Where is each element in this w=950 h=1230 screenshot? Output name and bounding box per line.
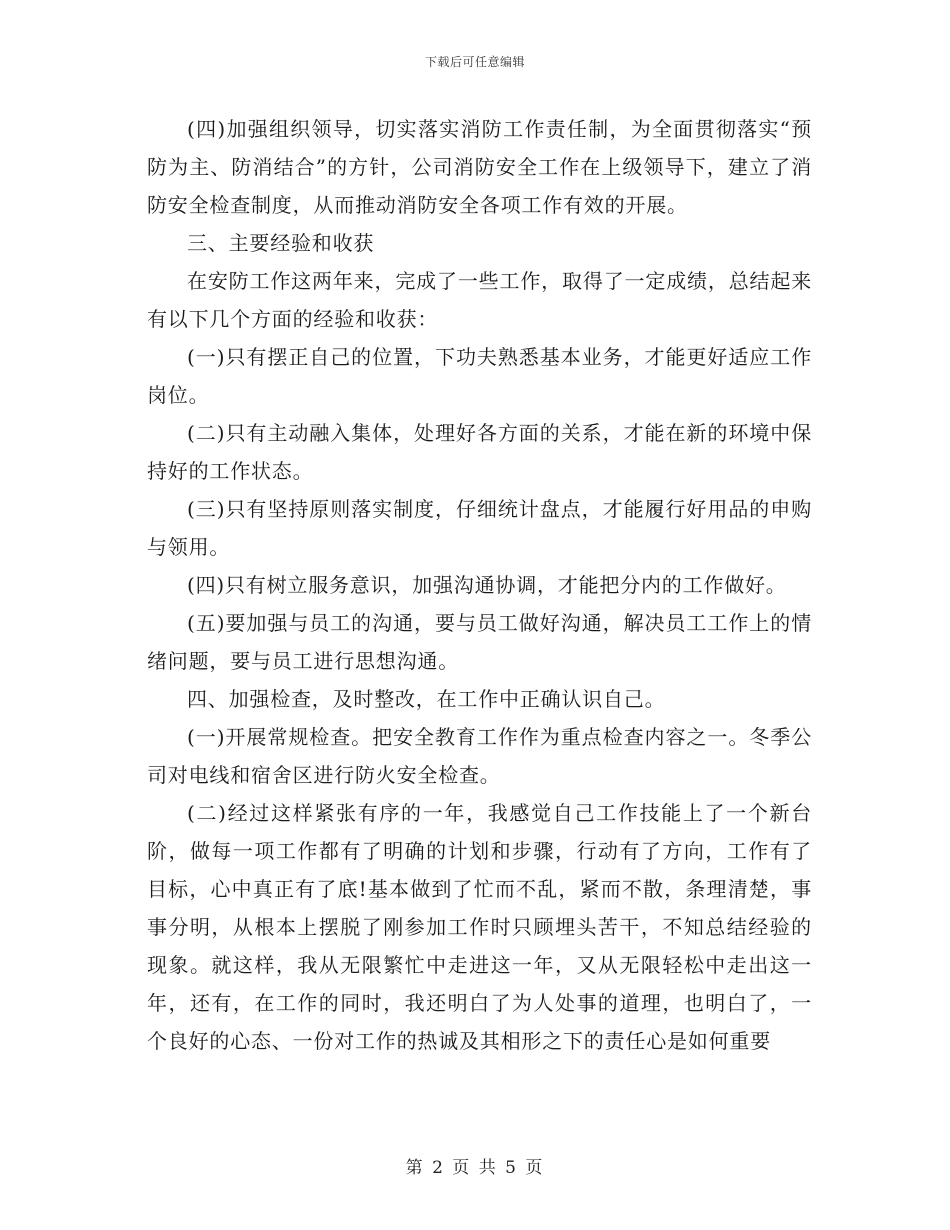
- paragraph-lesson-4: (四)只有树立服务意识，加强沟通协调，才能把分内的工作做好。: [187, 573, 787, 597]
- paragraph-lesson-3: (三)只有坚持原则落实制度，仔细统计盘点，才能履行好用品的申购与领用。: [147, 497, 812, 559]
- document-body: [147, 110, 812, 1060]
- section-heading-experience: 三、主要经验和收获: [187, 231, 375, 255]
- paragraph-experience-intro: 在安防工作这两年来，完成了一些工作，取得了一定成绩，总结起来有以下几个方面的经验和收获：: [147, 269, 812, 331]
- paragraph-lesson-5: (五)要加强与员工的沟通，要与员工做好沟通，解决员工工作上的情绪问题，要与员工进行思想沟通。: [147, 611, 812, 673]
- paragraph-inspection-2: (二)经过这样紧张有序的一年，我感觉自己工作技能上了一个新台阶，做每一项工作都有了明确的计划和步骤，行动有了方向，工作有了目标，心中真正有了底!基本做到了忙而不乱，紧而不散，条理清楚，事事分明，从根本上摆脱了刚参加工作时只顾埋头苦干，不知总结经验的现象。就这样，我从无限繁忙中走进这一年，又从无限轻松中走出这一年，还有，在工作的同时，我还明白了为人处事的道理，也明白了，一个良好的心态、一份对工作的热诚及其相形之下的责任心是如何重要: [147, 801, 812, 1053]
- page-number-footer: 第 2 页 共 5 页: [405, 1158, 545, 1178]
- paragraph-lesson-2: (二)只有主动融入集体，处理好各方面的关系，才能在新的环境中保持好的工作状态。: [147, 421, 812, 483]
- paragraph-inspection-1: (一)开展常规检查。把安全教育工作作为重点检查内容之一。冬季公司对电线和宿舍区进行防火安全检查。: [147, 725, 812, 787]
- page-header: 下载后可任意编辑: [424, 55, 525, 69]
- section-heading-inspection: 四、加强检查，及时整改，在工作中正确认识自己。: [187, 687, 666, 711]
- paragraph-lesson-1: (一)只有摆正自己的位置，下功夫熟悉基本业务，才能更好适应工作岗位。: [147, 345, 812, 407]
- paragraph-fire-safety-leadership: (四)加强组织领导，切实落实消防工作责任制，为全面贯彻落实“预防为主、防消结合”的方针，公司消防安全工作在上级领导下，建立了消防安全检查制度，从而推动消防安全各项工作有效的开展。: [147, 117, 812, 217]
